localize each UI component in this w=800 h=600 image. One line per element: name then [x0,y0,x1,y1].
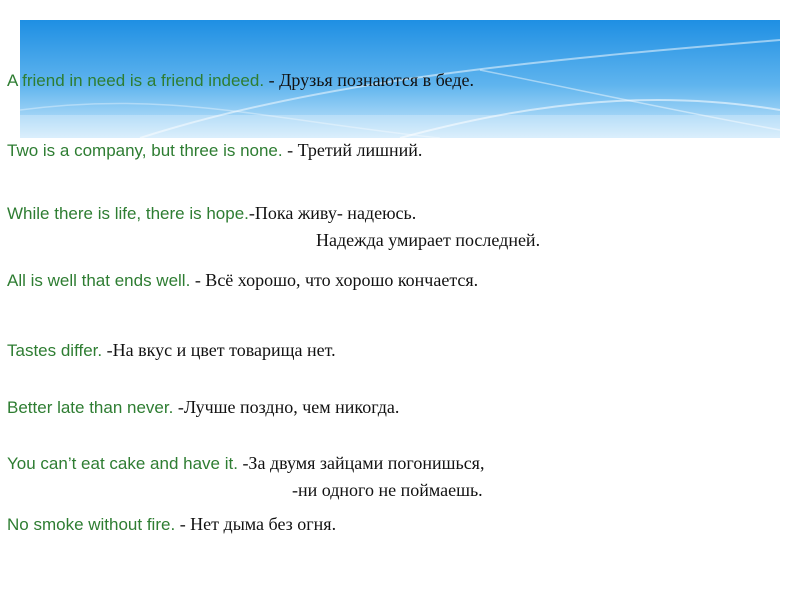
proverb-english: Better late than never. [7,398,174,417]
proverb-russian: -Пока живу- надеюсь. [248,203,417,223]
proverb-english: You can’t eat cake and have it. [7,454,238,473]
proverb-row [7,339,336,362]
proverb-row [7,396,399,419]
proverb-russian-continuation: Надежда умирает последней. [316,230,541,250]
proverb-row [7,452,484,475]
proverb-russian: -За двумя зайцами погонишься, [242,453,485,473]
proverb-russian: - Третий лишний. [287,140,423,160]
proverb-english: Tastes differ. [7,341,103,360]
proverb-row [7,139,422,162]
proverb-russian-continuation: -ни одного не поймаешь. [292,480,483,500]
proverb-russian: - Друзья познаются в беде. [268,70,474,90]
proverb-row [7,202,416,225]
proverb-russian: - Всё хорошо, что хорошо кончается. [194,270,479,290]
proverb-english: No smoke without fire. [7,515,176,534]
proverb-english: A friend in need is a friend indeed. [7,71,265,90]
proverb-english: Two is a company, but three is none. [7,141,283,160]
proverb-english: While there is life, there is hope. [7,204,249,223]
proverb-row [7,69,474,92]
proverb-english: All is well that ends well. [7,271,191,290]
proverb-russian: -На вкус и цвет товарища нет. [106,340,336,360]
proverb-row [7,269,478,292]
proverb-russian: -Лучше поздно, чем никогда. [177,397,400,417]
proverb-russian: - Нет дыма без огня. [179,514,337,534]
proverb-row [7,513,336,536]
